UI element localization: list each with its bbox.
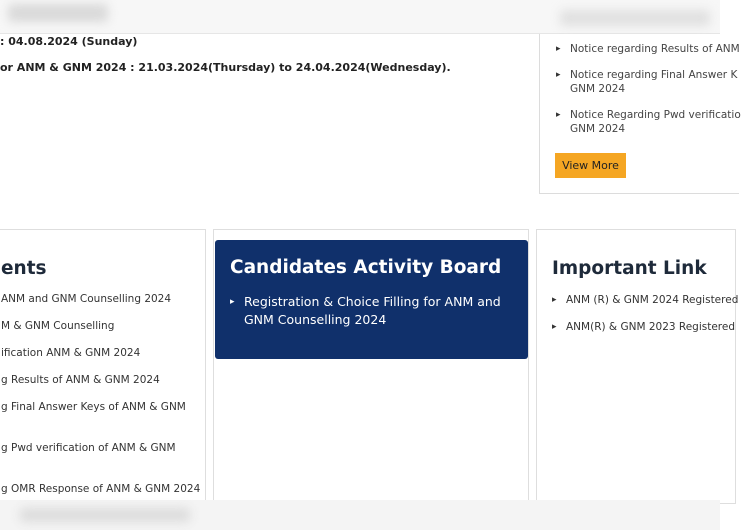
notice-item[interactable] [554,108,741,136]
list-item[interactable]: g OMR Response of ANM & GNM 2024 [1,483,201,495]
important-link-card [536,229,739,504]
announcements-title: ents [1,258,47,279]
activity-board-card [213,229,529,504]
important-link-title: Important Link [552,258,707,279]
activity-board-item-label: Registration & Choice Filling for ANM and GNM Counselling 2024 [244,294,501,327]
list-item[interactable]: M & GNM Counselling [1,320,115,332]
list-item[interactable]: g Results of ANM & GNM 2024 [1,374,160,386]
announcements-card [0,229,206,504]
list-item[interactable]: g Pwd verification of ANM & GNM [1,442,176,454]
bullet-icon: ▸ [556,110,561,120]
notice-item-label: Notice regarding Results of ANM [570,43,740,55]
top-bar [0,0,720,34]
bullet-icon: ▸ [230,297,235,307]
registration-period-text: or ANM & GNM 2024 : 21.03.2024(Thursday) to 24.04.2024(Wednesday). [0,61,451,74]
notice-item-label-cont: GNM 2024 [570,83,626,95]
bottom-bar [0,500,720,530]
bullet-icon: ▸ [552,295,557,305]
activity-board-item[interactable] [230,293,515,329]
bullet-icon: ▸ [552,322,557,332]
notice-list [554,42,741,148]
notice-item-label: Notice regarding Final Answer K [570,69,738,81]
announcements-list [1,292,200,496]
important-link-item[interactable] [552,320,738,334]
important-link-label: ANM(R) & GNM 2023 Registered [566,321,736,333]
bullet-icon: ▸ [556,70,561,80]
important-link-list [552,293,738,347]
exam-date-text: : 04.08.2024 (Sunday) [0,35,138,48]
list-item[interactable]: ification ANM & GNM 2024 [1,347,141,359]
notice-item-label: Notice Regarding Pwd verificatio [570,109,741,121]
notice-item[interactable] [554,42,740,56]
blurred-logo [8,4,108,22]
important-link-item[interactable] [552,293,738,307]
list-item[interactable]: g Final Answer Keys of ANM & GNM [1,401,186,413]
notice-item[interactable] [554,68,738,96]
notice-item-label-cont: GNM 2024 [570,123,626,135]
blurred-header-text [560,10,710,26]
important-link-label: ANM (R) & GNM 2024 Registered [566,294,739,306]
notice-panel [539,34,739,194]
list-item[interactable]: ANM and GNM Counselling 2024 [1,293,172,305]
activity-board [215,240,528,359]
view-more-button[interactable]: View More [555,153,626,178]
blurred-footer-text [20,508,190,522]
activity-board-title: Candidates Activity Board [230,257,502,278]
bullet-icon: ▸ [556,44,561,54]
